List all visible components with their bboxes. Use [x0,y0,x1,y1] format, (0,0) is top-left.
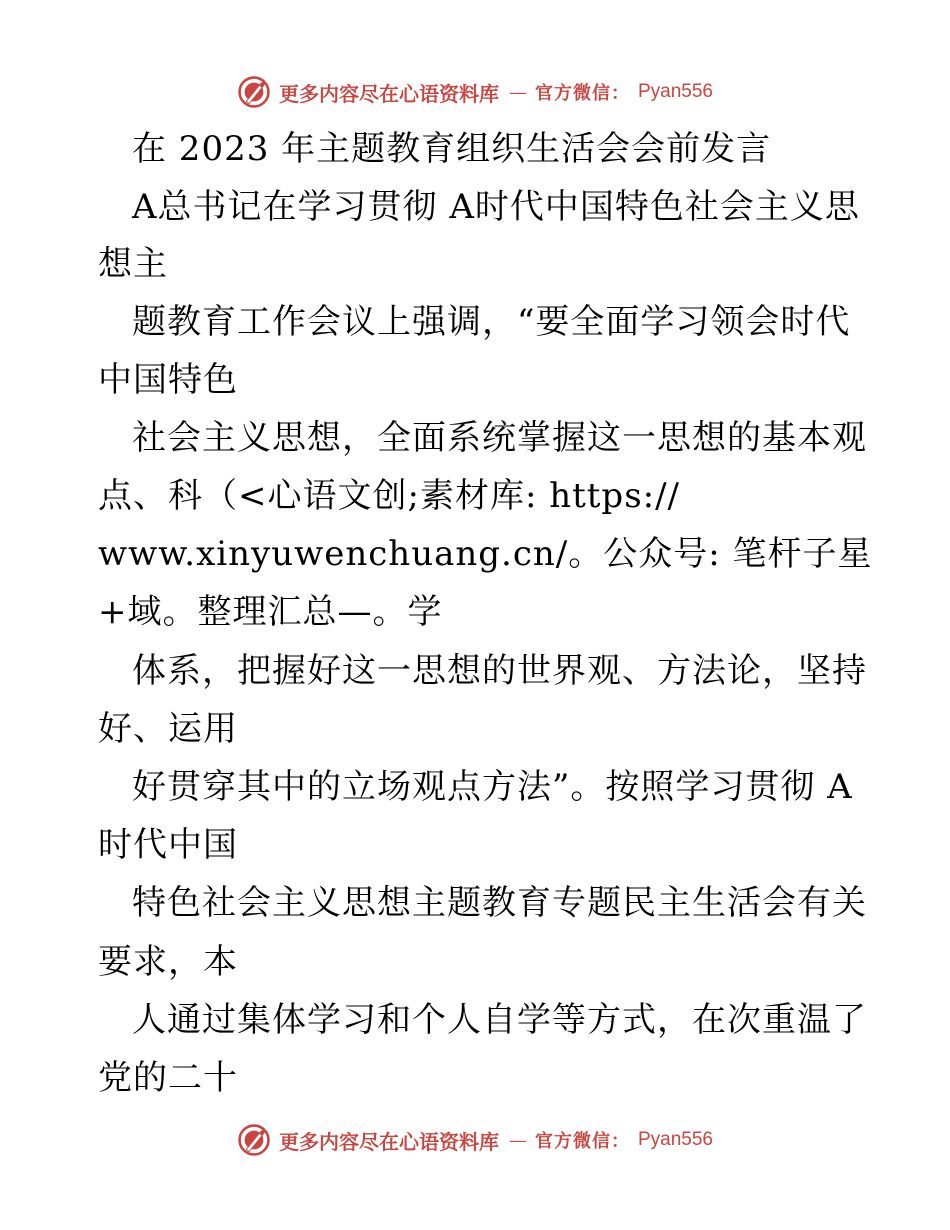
text-line: 题教育工作会议上强调，“要全面学习领会时代 [132,302,851,342]
text-line: 中国特色 [98,360,238,400]
text-line: 人通过集体学习和个人自学等方式，在次重温了 [132,1000,867,1040]
text-line: 好、运用 [98,709,238,749]
text-line: 体系，把握好这一思想的世界观、方法论，坚持 [132,651,867,691]
text-line: 点、科（<心语文创;素材库: https:// [98,476,681,516]
text-line: 时代中国 [98,825,238,865]
document-title: 在 2023 年主题教育组织生活会会前发言 [132,129,772,169]
watermark-wechat-label: 官方微信： [534,1131,630,1152]
text-line: 要求，本 [98,942,238,982]
watermark-brand-text: 更多内容尽在心语资料库 [278,1129,499,1154]
text-line: 好贯穿其中的立场观点方法”。按照学习贯彻 A [132,767,853,807]
text-line: 想主 [98,244,168,284]
page-footer-watermark [0,1118,950,1162]
watermark-brand [237,1123,713,1157]
watermark-brand [237,75,713,109]
text-line: 社会主义思想，全面系统掌握这一思想的基本观 [132,418,867,458]
watermark-wechat-id: Pyan556 [637,1129,713,1150]
text-line: 特色社会主义思想主题教育专题民主生活会有关 [132,883,867,923]
watermark-wechat-id: Pyan556 [637,81,713,102]
watermark-wechat-label: 官方微信： [534,83,630,104]
text-line: +域。整理汇总—。学 [98,592,443,632]
text-line: 党的二十 [98,1058,238,1098]
watermark-brand-text: 更多内容尽在心语资料库 [278,81,499,106]
text-line: A总书记在学习贯彻 A时代中国特色社会主义思 [132,187,860,227]
pen-circle-logo-icon [237,1123,271,1157]
watermark-separator: — [508,1129,527,1151]
pen-circle-logo-icon [237,75,271,109]
watermark-separator: — [508,81,527,103]
page-header-watermark [0,70,950,114]
text-line: www.xinyuwenchuang.cn/。公众号: 笔杆子星 [98,534,873,574]
